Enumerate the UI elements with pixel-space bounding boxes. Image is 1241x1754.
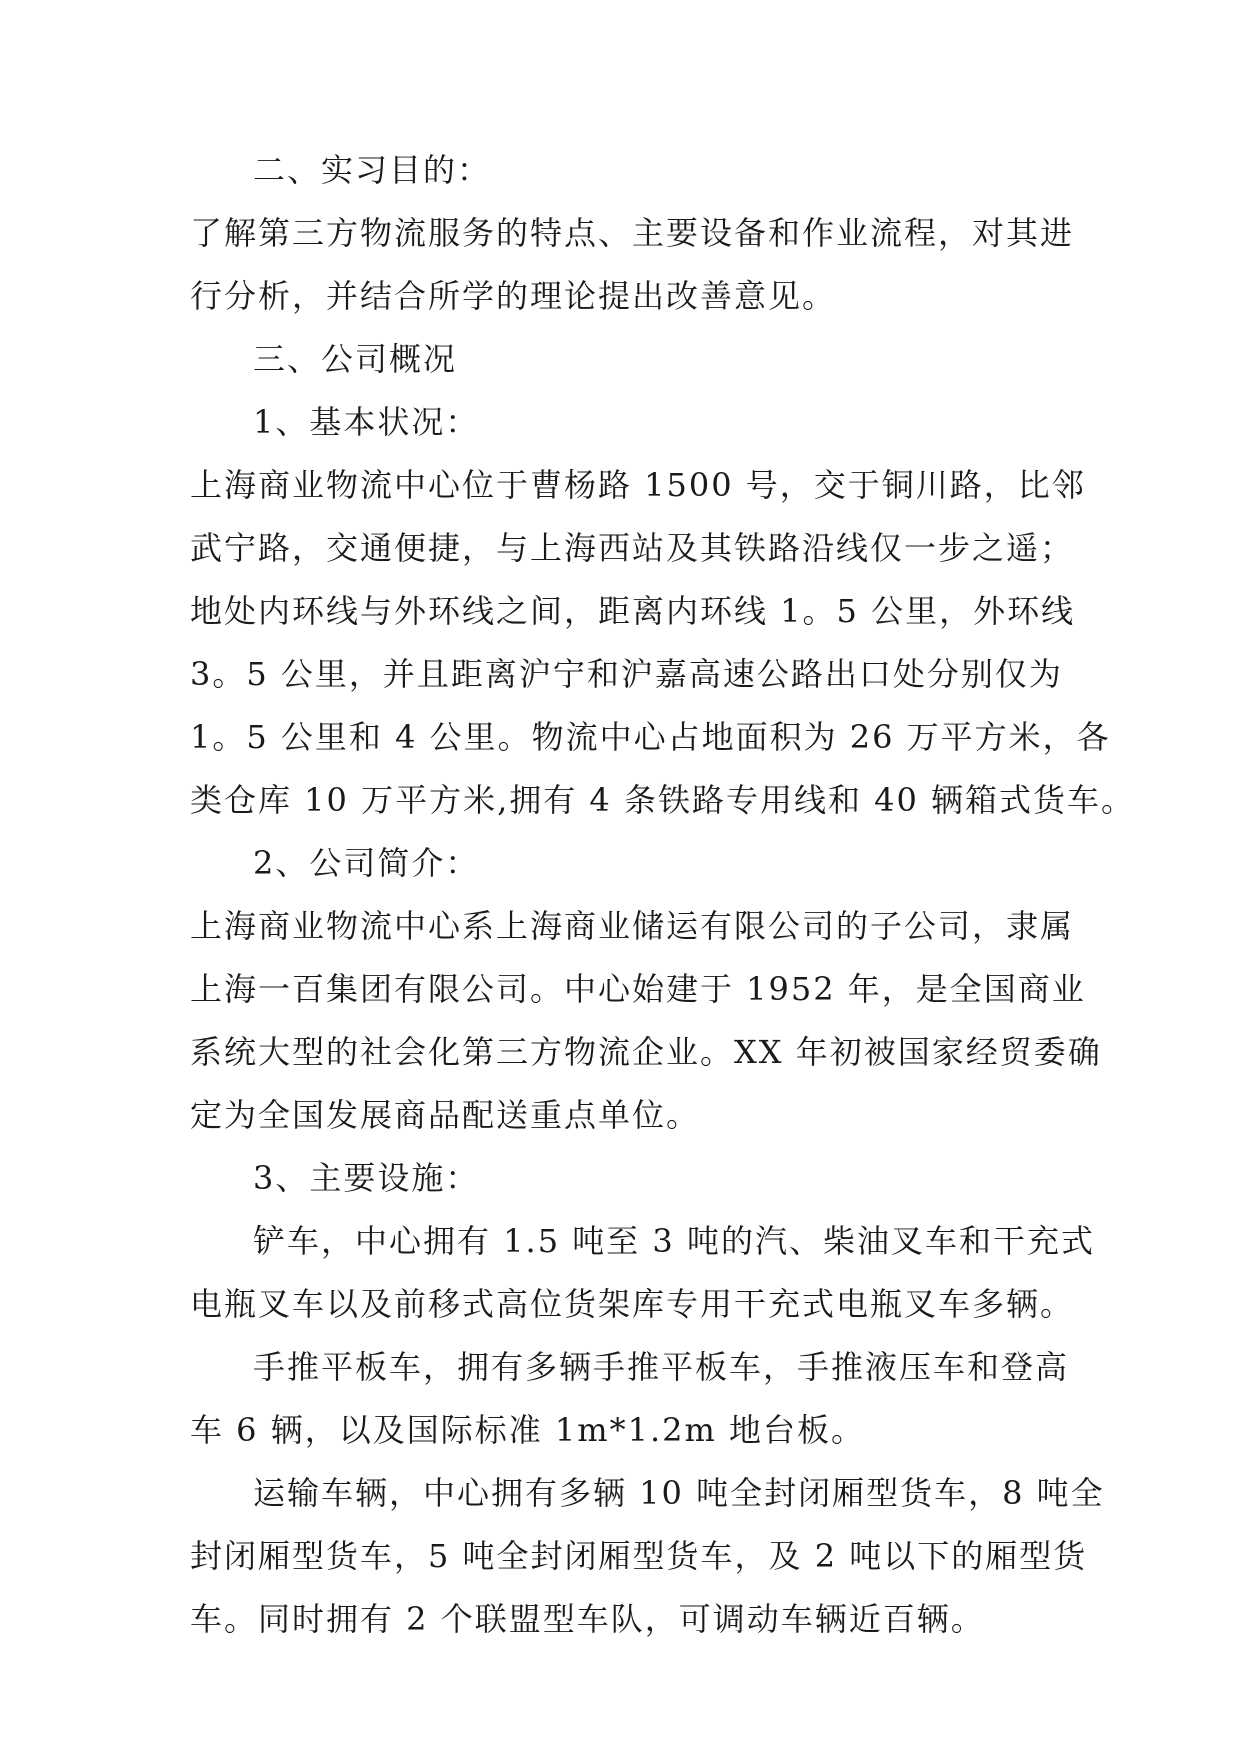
paragraph-line: 铲车，中心拥有 1.5 吨至 3 吨的汽、柴油叉车和干充式 bbox=[253, 1222, 1095, 1260]
subheading-main-facilities: 3、主要设施： bbox=[253, 1159, 480, 1197]
subheading-company-intro: 2、公司简介： bbox=[253, 844, 480, 882]
section-heading-overview: 三、公司概况 bbox=[253, 340, 458, 378]
paragraph-line: 电瓶叉车以及前移式高位货架库专用干充式电瓶叉车多辆。 bbox=[190, 1285, 1075, 1323]
paragraph-line: 上海商业物流中心系上海商业储运有限公司的子公司，隶属 bbox=[190, 907, 1075, 945]
paragraph-line: 系统大型的社会化第三方物流企业。XX 年初被国家经贸委确 bbox=[190, 1033, 1102, 1071]
paragraph-line: 上海一百集团有限公司。中心始建于 1952 年，是全国商业 bbox=[190, 970, 1086, 1008]
paragraph-line: 行分析，并结合所学的理论提出改善意见。 bbox=[190, 277, 837, 315]
paragraph-line: 1。5 公里和 4 公里。物流中心占地面积为 26 万平方米，各 bbox=[190, 718, 1111, 756]
paragraph-line: 武宁路，交通便捷，与上海西站及其铁路沿线仅一步之遥； bbox=[190, 529, 1075, 567]
section-heading-purpose: 二、实习目的： bbox=[253, 151, 492, 189]
paragraph-line: 地处内环线与外环线之间，距离内环线 1。5 公里，外环线 bbox=[190, 592, 1076, 630]
paragraph-line: 车 6 辆，以及国际标准 1m*1.2m 地台板。 bbox=[190, 1411, 865, 1449]
paragraph-line: 运输车辆，中心拥有多辆 10 吨全封闭厢型货车，8 吨全 bbox=[253, 1474, 1105, 1512]
paragraph-line: 类仓库 10 万平方米,拥有 4 条铁路专用线和 40 辆箱式货车。 bbox=[190, 781, 1136, 819]
paragraph-line: 定为全国发展商品配送重点单位。 bbox=[190, 1096, 701, 1134]
subheading-basic-status: 1、基本状况： bbox=[253, 403, 480, 441]
paragraph-line: 3。5 公里，并且距离沪宁和沪嘉高速公路出口处分别仅为 bbox=[190, 655, 1063, 693]
paragraph-line: 了解第三方物流服务的特点、主要设备和作业流程，对其进 bbox=[190, 214, 1075, 252]
paragraph-line: 车。同时拥有 2 个联盟型车队，可调动车辆近百辆。 bbox=[190, 1600, 985, 1638]
paragraph-line: 上海商业物流中心位于曹杨路 1500 号，交于铜川路，比邻 bbox=[190, 466, 1086, 504]
paragraph-line: 封闭厢型货车，5 吨全封闭厢型货车，及 2 吨以下的厢型货 bbox=[190, 1537, 1088, 1575]
paragraph-line: 手推平板车，拥有多辆手推平板车，手推液压车和登高 bbox=[253, 1348, 1070, 1386]
